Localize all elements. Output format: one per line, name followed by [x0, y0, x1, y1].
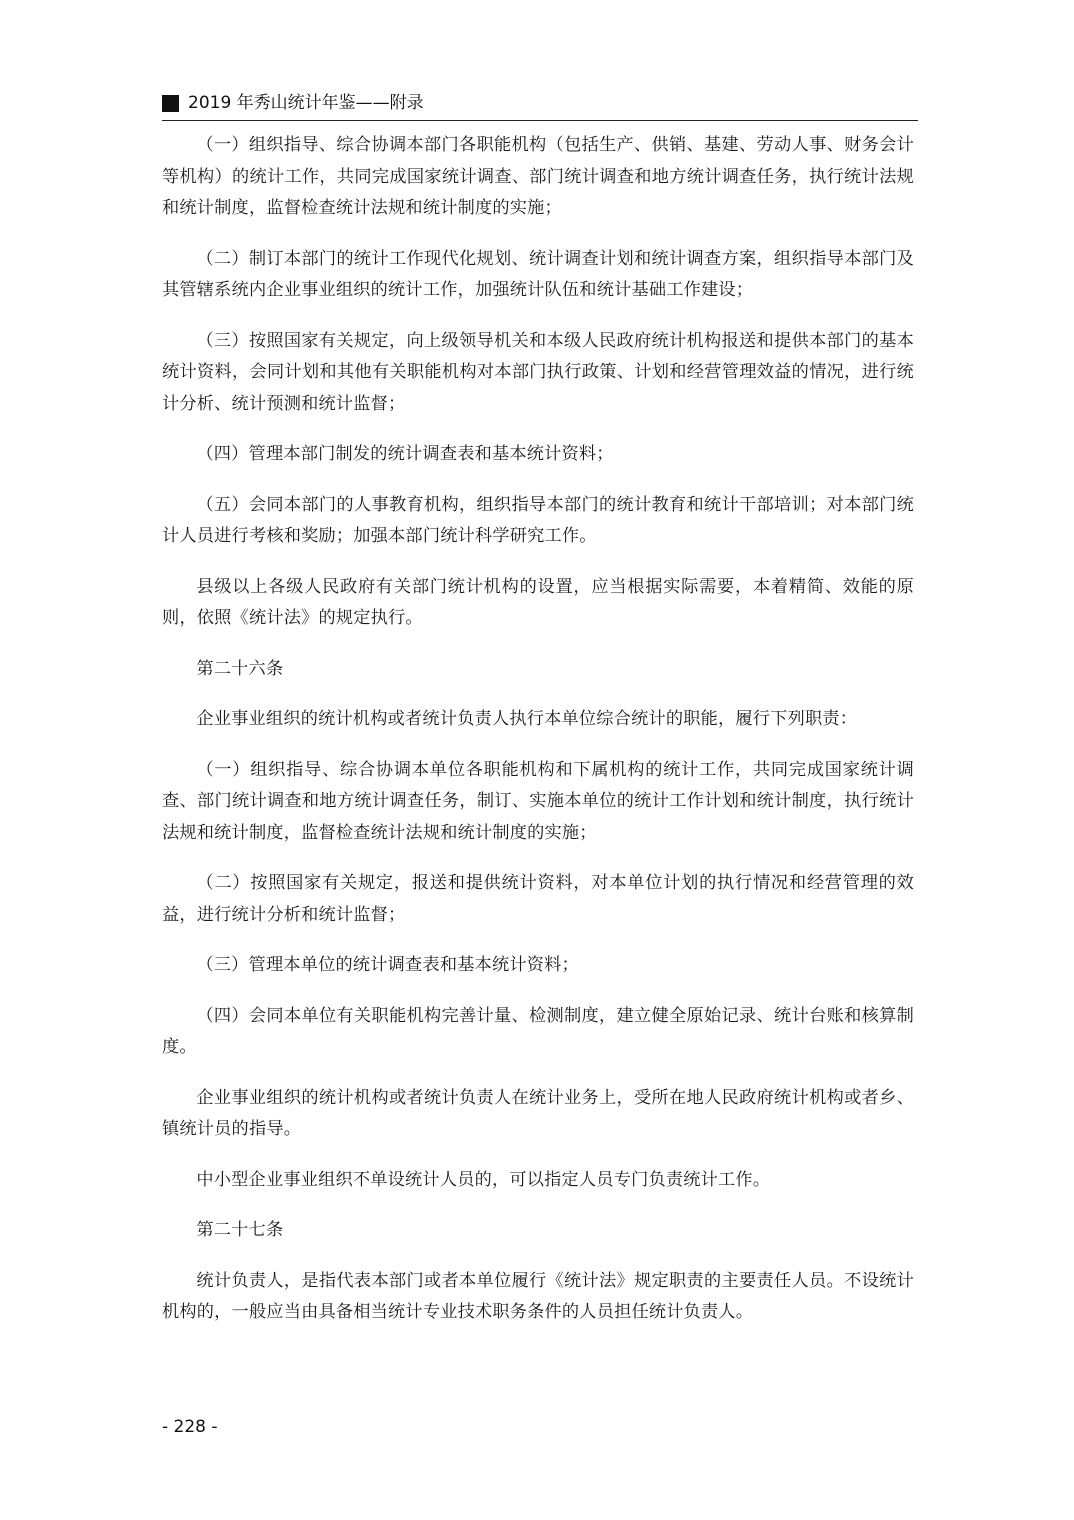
- header-title: 2019 年秀山统计年鉴——附录: [188, 93, 424, 113]
- paragraph: （三）管理本单位的统计调查表和基本统计资料；: [196, 955, 579, 975]
- paragraph: （四）会同本单位有关职能机构完善计量、检测制度，建立健全原始记录、统计台账和核算制度。: [162, 1005, 914, 1057]
- paragraph: 统计负责人，是指代表本部门或者本单位履行《统计法》规定职责的主要责任人员。不设统计机构的，一般应当由具备相当统计专业技术职务条件的人员担任统计负责人。: [162, 1270, 914, 1322]
- paragraph: （三）按照国家有关规定，向上级领导机关和本级人民政府统计机构报送和提供本部门的基本统计资料，会同计划和其他有关职能机构对本部门执行政策、计划和经营管理效益的情况，进行统计分析、统计预测和统计监督；: [162, 330, 914, 414]
- header-square-marker: [162, 95, 179, 112]
- paragraph: （一）组织指导、综合协调本部门各职能机构（包括生产、供销、基建、劳动人事、财务会计等机构）的统计工作，共同完成国家统计调查、部门统计调查和地方统计调查任务，执行统计法规和统计制度，监督检查统计法规和统计制度的实施；: [162, 135, 914, 218]
- paragraph: 企业事业组织的统计机构或者统计负责人在统计业务上，受所在地人民政府统计机构或者乡、镇统计员的指导。: [162, 1087, 914, 1139]
- paragraph: （二）按照国家有关规定，报送和提供统计资料，对本单位计划的执行情况和经营管理的效益，进行统计分析和统计监督；: [162, 873, 914, 925]
- paragraph: 企业事业组织的统计机构或者统计负责人执行本单位综合统计的职能，履行下列职责：: [196, 709, 858, 729]
- paragraph: （五）会同本部门的人事教育机构，组织指导本部门的统计教育和统计干部培训；对本部门统计人员进行考核和奖励；加强本部门统计科学研究工作。: [162, 494, 914, 546]
- paragraph: 中小型企业事业组织不单设统计人员的，可以指定人员专门负责统计工作。: [196, 1169, 771, 1190]
- paragraph: （一）组织指导、综合协调本单位各职能机构和下属机构的统计工作，共同完成国家统计调查、部门统计调查和地方统计调查任务，制订、实施本单位的统计工作计划和统计制度，执行统计法规和统计制度，监督检查统计法规和统计制度的实施；: [162, 759, 914, 843]
- running-header: [162, 92, 918, 121]
- paragraph: （四）管理本部门制发的统计调查表和基本统计资料；: [196, 444, 614, 464]
- paragraph: 县级以上各级人民政府有关部门统计机构的设置，应当根据实际需要，本着精简、效能的原则，依照《统计法》的规定执行。: [162, 576, 914, 628]
- page-number: - 228 -: [162, 1417, 218, 1437]
- article-heading: 第二十七条: [196, 1220, 284, 1240]
- article-heading: 第二十六条: [196, 658, 284, 679]
- document-body: [162, 130, 914, 1348]
- paragraph: （二）制订本部门的统计工作现代化规划、统计调查计划和统计调查方案，组织指导本部门及其管辖系统内企业事业组织的统计工作，加强统计队伍和统计基础工作建设；: [162, 248, 914, 300]
